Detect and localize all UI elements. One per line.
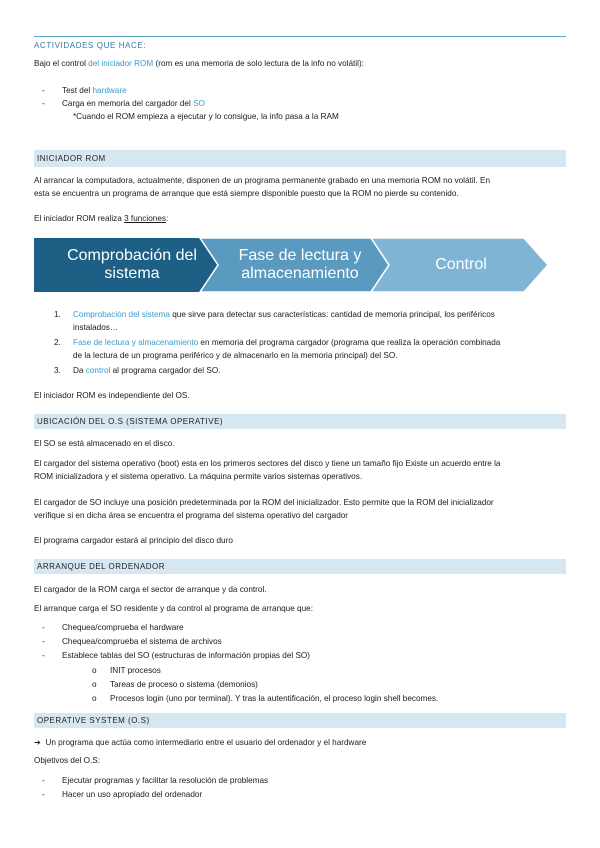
ubicacion-p3a: El cargador de SO incluye una posición predeterminada por la ROM del inicializador. Esto permite que la ROM del inicializador xyxy=(34,498,494,507)
activities-heading: ACTIVIDADES QUE HACE: xyxy=(34,41,147,50)
bullet-dash: - xyxy=(42,790,45,799)
sub-list-item: Tareas de proceso o sistema (demonios) xyxy=(110,680,258,689)
chevron-3-label xyxy=(391,238,531,292)
function-text: que sirve para detectar sus características: cantidad de memoria principal, los periféricos xyxy=(169,310,495,319)
list-number: 3. xyxy=(54,366,61,375)
chevron-2-line2: almacenamiento xyxy=(241,265,359,282)
list-item: Chequea/comprueba el hardware xyxy=(62,623,184,632)
arranque-p1: El cargador de la ROM carga el sector de arranque y da control. xyxy=(34,585,267,594)
chevron-1-line2: sistema xyxy=(104,265,160,282)
circle-bullet: o xyxy=(92,680,97,689)
iniciador-heading: INICIADOR ROM xyxy=(34,150,566,167)
bullet-dash: - xyxy=(42,776,45,785)
activities-note: *Cuando el ROM empieza a ejecutar y lo consigue, la info pasa a la RAM xyxy=(73,112,339,121)
function-item xyxy=(73,337,561,349)
item-link[interactable]: SO xyxy=(193,99,205,108)
list-item: Establece tablas del SO (estructuras de información propias del SO) xyxy=(62,651,311,660)
arrow-text: Un programa que actúa como intermediario entre el usuario del ordenador y el hardware xyxy=(45,738,367,747)
circle-bullet: o xyxy=(92,666,97,675)
function-text-cont: instalados… xyxy=(73,323,119,332)
sub-list-item: Procesos login (uno por terminal). Y tras la autentificación, el proceso login shell becomes. xyxy=(110,694,439,703)
operative-arrow-line xyxy=(34,737,566,749)
process-chevrons xyxy=(34,238,548,292)
chevron-2-line1: Fase de lectura y xyxy=(238,246,362,264)
function-text-cont: de la lectura de un programa periférico y de almacenarlo en la memoria principal) del SO. xyxy=(73,351,398,360)
chevron-1-line1: Comprobación del xyxy=(67,246,197,264)
intro-post: (rom es una memoria de solo lectura de la info no volátil): xyxy=(153,59,364,68)
function-pre: Da xyxy=(73,366,86,375)
bullet-dash: - xyxy=(42,637,45,646)
ubicacion-p4: El programa cargador estará al principio del disco duro xyxy=(34,536,233,545)
bullet-dash: - xyxy=(42,99,45,108)
bullet-dash: - xyxy=(42,86,45,95)
para2-pre: El iniciador ROM realiza xyxy=(34,214,125,223)
sub-list-item: INIT procesos xyxy=(110,666,161,675)
list-item: Ejecutar programas y facilitar la resolución de problemas xyxy=(62,776,269,785)
list-number: 2. xyxy=(54,338,61,347)
item-text: Test del xyxy=(62,86,93,95)
iniciador-para2 xyxy=(34,213,566,225)
para2-post: : xyxy=(165,214,169,223)
list-item: Hacer un uso apropiado del ordenador xyxy=(62,790,203,799)
ubicacion-p1: El SO se está almacenado en el disco. xyxy=(34,439,175,448)
list-item xyxy=(62,98,562,110)
chevron-1-label xyxy=(52,238,212,292)
function-item xyxy=(73,365,561,377)
ubicacion-heading: UBICACIÓN DEL O.S (SISTEMA OPERATIVE) xyxy=(34,414,566,429)
function-item xyxy=(73,309,561,321)
function-text: al programa cargador del SO. xyxy=(110,366,221,375)
arrow-right-icon: ➔ xyxy=(34,738,41,747)
activities-intro xyxy=(34,58,566,70)
ubicacion-p2a: El cargador del sistema operativo (boot) esta en los primeros sectores del disco y tiene un tamaño fijo Existe un acuerdo entre la xyxy=(34,459,501,468)
operative-objetivos: Objetivos del O.S: xyxy=(34,756,100,765)
function-link[interactable]: Fase de lectura y almacenamiento xyxy=(73,338,199,347)
list-item: Chequea/comprueba el sistema de archivos xyxy=(62,637,222,646)
item-link[interactable]: hardware xyxy=(92,86,127,95)
iniciador-para1b: esta se encuentra un programa de arranque que está siempre disponible puesto que la ROM no pierde su contenido. xyxy=(34,189,459,198)
ubicacion-p3b: verifique si en dicha área se encuentra el programa del sistema operativo del cargador xyxy=(34,511,349,520)
bullet-dash: - xyxy=(42,623,45,632)
arranque-heading: ARRANQUE DEL ORDENADOR xyxy=(34,559,566,574)
function-link[interactable]: control xyxy=(85,366,111,375)
circle-bullet: o xyxy=(92,694,97,703)
intro-link[interactable]: del iniciador ROM xyxy=(88,59,154,68)
ubicacion-p2b: ROM inicializadora y el sistema operativo. La máquina permite varios sistemas operativos. xyxy=(34,472,363,481)
list-item xyxy=(62,85,562,97)
item-text: Carga en memoria del cargador del xyxy=(62,99,194,108)
para2-underlined: 3 funciones xyxy=(124,214,166,223)
arranque-p2: El arranque carga el SO residente y da control al programa de arranque que: xyxy=(34,604,313,613)
function-link[interactable]: Comprobación del sistema xyxy=(73,310,170,319)
iniciador-para1: Al arrancar la computadora, actualmente, disponen de un programa permanente grabado en una memoria ROM no volátil. En xyxy=(34,176,491,185)
function-text: en memoria del programa cargador (programa que realiza la operación combinada xyxy=(198,338,501,347)
bullet-dash: - xyxy=(42,651,45,660)
chevron-3-line1: Control xyxy=(435,255,487,273)
top-rule xyxy=(34,36,566,37)
iniciador-closing: El iniciador ROM es independiente del OS. xyxy=(34,391,190,400)
list-number: 1. xyxy=(54,310,61,319)
chevron-2-label xyxy=(220,238,380,292)
intro-pre: Bajo el control xyxy=(34,59,89,68)
operative-heading: OPERATIVE SYSTEM (O.S) xyxy=(34,713,566,728)
